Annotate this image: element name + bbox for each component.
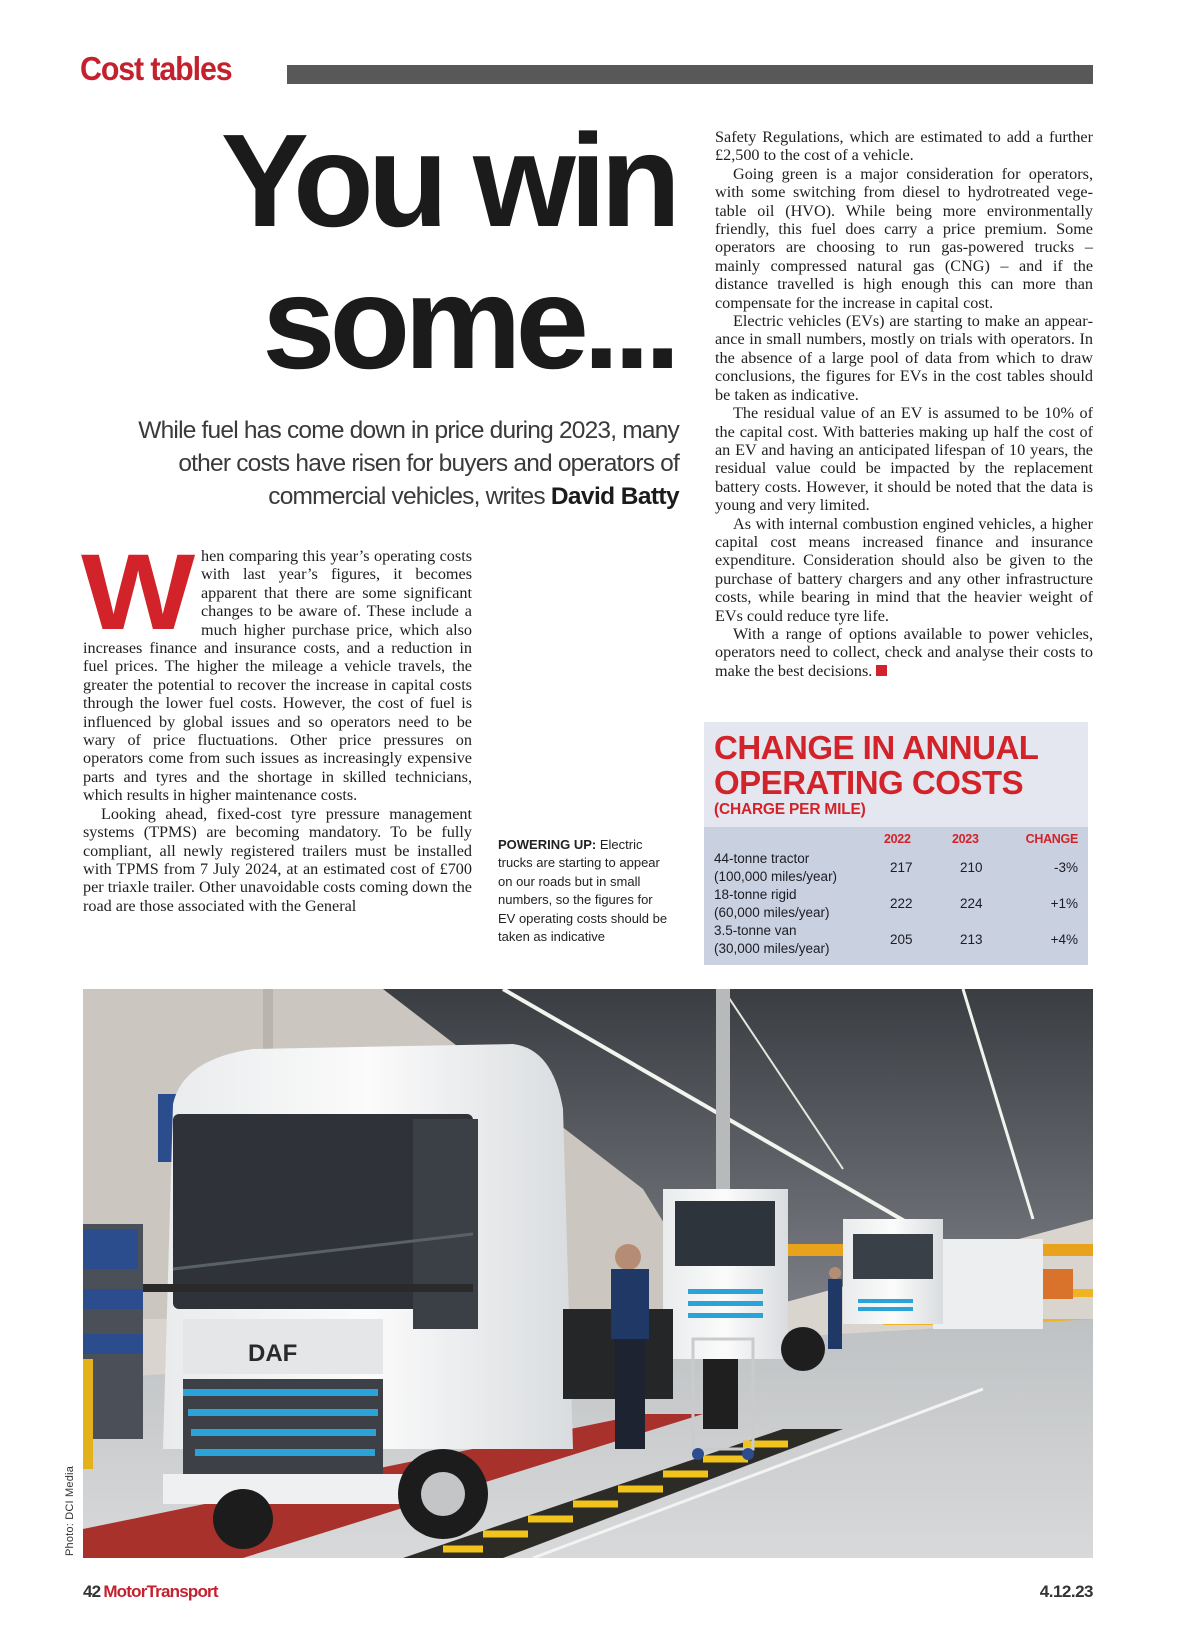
standfirst-line-3-text: commercial vehicles, writes: [268, 483, 551, 510]
issue-date: 4.12.23: [1039, 1582, 1093, 1601]
headline: [150, 107, 675, 396]
vehicle-type: 3.5-tonne van: [714, 923, 797, 938]
standfirst: [100, 414, 679, 513]
headline-line-1: You win: [220, 107, 675, 254]
standfirst-line-1: While fuel has come down in price during 2023, many: [138, 417, 679, 444]
headline-line-2: some...: [262, 249, 675, 396]
caption-text: Electric trucks are starting to appear on our roads but in small numbers, so the figures for EV operating costs should be taken as indicative: [498, 837, 668, 945]
value-2022: 205: [890, 932, 913, 947]
value-change: -3%: [1053, 860, 1078, 875]
column-header-change: CHANGE: [1025, 832, 1078, 846]
vehicle-mileage: (100,000 miles/year): [714, 868, 838, 884]
vehicle-cell: [714, 886, 894, 921]
page-number: 42: [83, 1582, 101, 1601]
cost-table-header: [704, 722, 1088, 827]
cost-table: [704, 722, 1088, 965]
value-2023: 213: [960, 932, 983, 947]
photo-illustration: [83, 989, 1093, 1558]
vehicle-cell: [714, 922, 894, 957]
vehicle-type: 18-tonne rigid: [714, 887, 797, 902]
vehicle-mileage: (60,000 miles/year): [714, 904, 830, 920]
standfirst-line-3: [100, 480, 679, 513]
cost-table-title-line-1: CHANGE IN ANNUAL: [714, 729, 1039, 766]
section-label: Cost tables: [80, 50, 232, 87]
section-divider-bar: [287, 65, 1093, 84]
article-paragraph: Looking ahead, fixed-cost tyre pressure management systems (TPMS) are becoming mandatory. To be fully compliant, all newly registered trailers must be installed with TPMS from 7 July 2024, at an estimated cost of £700 per triaxle trailer. Other unavoidable costs coming down the road are those associated with the General: [83, 804, 472, 915]
vehicle-mileage: (30,000 miles/year): [714, 940, 830, 956]
article-column-left: [81, 531, 472, 915]
photo-caption: [498, 836, 670, 946]
standfirst-line-2: other costs have risen for buyers and operators of: [178, 450, 679, 477]
value-2022: 217: [890, 860, 913, 875]
vehicle-cell: [714, 850, 894, 885]
value-2022: 222: [890, 896, 913, 911]
vehicle-type: 44-tonne tractor: [714, 851, 810, 866]
photo-credit: Photo: DCI Media: [64, 1465, 76, 1556]
footer-folio: [83, 1582, 218, 1602]
value-change: +4%: [1050, 932, 1078, 947]
article-paragraph: [715, 625, 1093, 680]
column-header-2023: 2023: [952, 832, 979, 846]
article-paragraph: Going green is a major consideration for operators, with some switching from diesel to hydrotreated vegetable oil (HVO). While being more environmentally friendly, this fuel does carry a price premium. Some operators are choosing to run gas-powered trucks – mainly compressed natural gas (CNG) – and if the distance travelled is high enough this can more than compensate for the increase in capital cost.: [715, 164, 1093, 312]
daf-logo: DAF: [248, 1340, 298, 1367]
paragraph-text: With a range of options available to power vehicles, operators need to collect, check and analyse their costs to make the best decisions.: [715, 624, 1093, 680]
article-paragraph: As with internal combustion engined vehicles, a higher capital cost means increased finance and insurance expenditure. Consideration should also be given to the purchase of battery chargers and any other infrastructure costs, while bearing in mind that the heavier weight of EVs could reduce tyre life.: [715, 514, 1093, 625]
truck-factory-photo: [83, 989, 1093, 1558]
article-paragraph: [81, 531, 472, 805]
value-change: +1%: [1050, 896, 1078, 911]
paragraph-text: hen comparing this year’s operating costs with last year’s figures, it becomes apparent that there are some significant changes to be aware of. These include a much higher purchase price, which also increases finance and insurance costs, and a reduction in fuel prices. The higher the mileage a vehicle travels, the greater the potential to recover the increase in capital costs through the lower fuel costs. However, the cost of fuel is influenced by global issues and so operators need to be wary of price fluctuations. Other price pressures on operators come from such issues as increasingly expensive parts and tyres and the shortage in skilled technicians, which results in higher maintenance costs.: [83, 547, 472, 805]
end-of-article-mark-icon: [876, 665, 887, 676]
value-2023: 224: [960, 896, 983, 911]
article-paragraph: Safety Regulations, which are estimated to add a further £2,500 to the cost of a vehicle.: [715, 128, 1093, 165]
caption-lead: POWERING UP:: [498, 837, 597, 852]
column-header-2022: 2022: [884, 832, 911, 846]
cost-table-title-line-2: OPERATING COSTS: [714, 764, 1024, 801]
article-paragraph: The residual value of an EV is assumed to be 10% of the capital cost. With batteries making up half the cost of an EV and having an anticipated lifespan of 10 years, the residual value could be impacted by the replacement battery costs. However, it should be noted that the data is young and very limited.: [715, 404, 1093, 515]
drop-cap: W: [81, 531, 189, 652]
author-name: David Batty: [550, 483, 679, 510]
article-column-right: [715, 128, 1093, 680]
magazine-name: MotorTransport: [103, 1582, 218, 1601]
value-2023: 210: [960, 860, 983, 875]
cost-table-subtitle: (CHARGE PER MILE): [714, 801, 866, 818]
article-paragraph: Electric vehicles (EVs) are starting to make an appearance in small numbers, mostly on trials with operators. In the absence of a large pool of data from which to draw conclusions, the figures for EVs in the cost tables should be taken as indicative.: [715, 312, 1093, 404]
